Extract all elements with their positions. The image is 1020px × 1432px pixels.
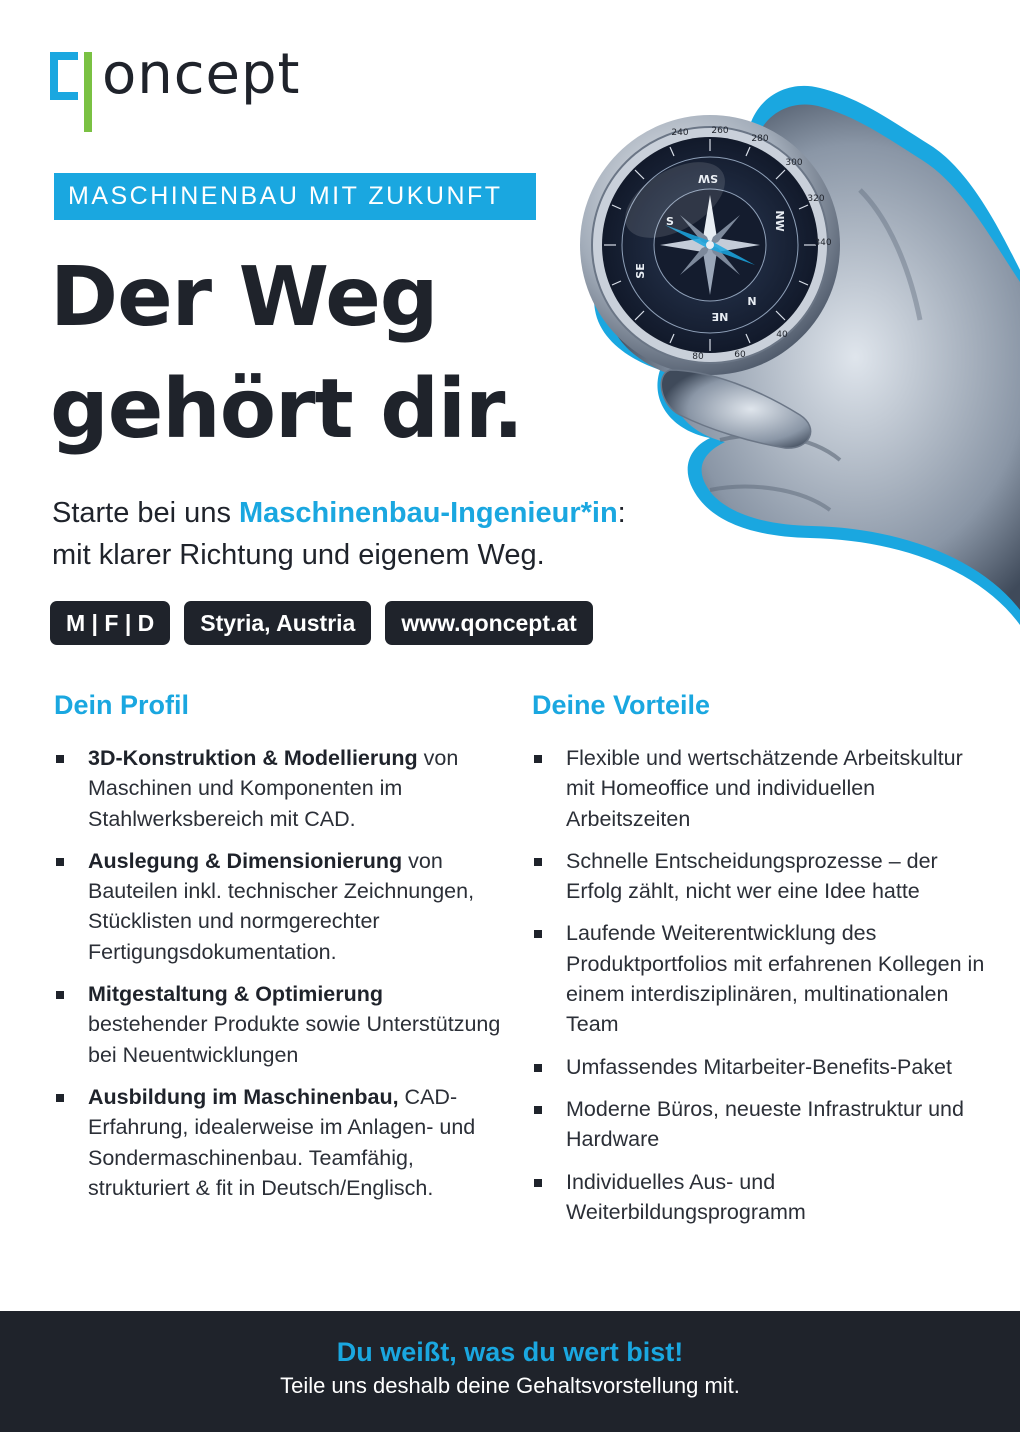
list-item bbox=[532, 918, 992, 1039]
benefits-list bbox=[532, 743, 992, 1227]
headline bbox=[50, 242, 523, 466]
profile-item-bold: Auslegung & Dimensionierung bbox=[88, 848, 403, 873]
headline-line-1: Der Weg bbox=[50, 250, 438, 345]
profile-item-bold: Mitgestaltung & Optimierung bbox=[88, 982, 384, 1007]
compass-degree-320: 320 bbox=[807, 194, 825, 204]
list-item bbox=[532, 1094, 992, 1155]
compass-degree-80: 80 bbox=[692, 352, 704, 362]
profile-item-text: von Bauteilen inkl. technischer Zeichnungen, Stücklisten und normgerechter Fertigungsdokumentation. bbox=[88, 848, 475, 964]
compass-degree-260: 260 bbox=[711, 126, 729, 136]
list-item bbox=[54, 1082, 504, 1203]
intro-prefix: Starte bei uns bbox=[52, 497, 239, 529]
website-badge[interactable]: www.qoncept.at bbox=[385, 601, 593, 645]
logo-mark-icon bbox=[50, 52, 90, 130]
location-badge: Styria, Austria bbox=[184, 601, 371, 645]
footer-text: Teile uns deshalb deine Gehaltsvorstellung mit. bbox=[280, 1373, 740, 1398]
compass-degree-40: 40 bbox=[776, 330, 788, 340]
list-item bbox=[532, 1052, 992, 1082]
profile-item-bold: 3D-Konstruktion & Modellierung bbox=[88, 746, 418, 770]
bullet-icon bbox=[534, 1179, 542, 1187]
compass-in-hand-icon bbox=[560, 70, 1020, 640]
bullet-icon bbox=[534, 858, 542, 866]
bullet-icon bbox=[534, 1106, 542, 1114]
list-item bbox=[532, 846, 992, 907]
footer-title: Du weißt, was du wert bist! bbox=[336, 1337, 684, 1367]
compass-degree-60: 60 bbox=[734, 350, 746, 360]
list-item bbox=[54, 846, 504, 967]
job-title: Maschinenbau-Ingenieur*in bbox=[239, 497, 618, 529]
benefits-title: Deine Vorteile bbox=[532, 690, 711, 720]
bullet-icon bbox=[534, 755, 542, 763]
tagline-banner: MASCHINENBAU MIT ZUKUNFT bbox=[54, 173, 536, 220]
info-badges bbox=[50, 601, 593, 645]
benefits-section bbox=[532, 690, 992, 1239]
bullet-icon bbox=[534, 930, 542, 938]
bullet-icon bbox=[56, 755, 64, 763]
compass-degree-240: 240 bbox=[671, 128, 689, 138]
compass-label-sw: SW bbox=[697, 172, 719, 185]
logo-text: oncept bbox=[102, 42, 301, 107]
compass-label-ne: NE bbox=[711, 310, 729, 323]
list-item bbox=[532, 743, 992, 834]
list-item bbox=[54, 979, 504, 1070]
intro-text bbox=[52, 492, 626, 576]
list-item bbox=[54, 743, 504, 834]
benefit-text: Schnelle Entscheidungsprozesse – der Erfolg zählt, nicht wer eine Idee hatte bbox=[566, 848, 938, 904]
profile-item-text: CAD-Erfahrung, idealerweise im Anlagen- und Sondermaschinenbau. Teamfähig, strukturiert & fit in Deutsch/Englisch. bbox=[88, 1084, 476, 1200]
profile-title: Dein Profil bbox=[54, 690, 190, 720]
profile-item-bold: Ausbildung im Maschinenbau, bbox=[88, 1084, 399, 1109]
benefit-text: Laufende Weiterentwicklung des Produktportfolios mit erfahrenen Kollegen in einem interdisziplinären, multinationalen Team bbox=[566, 921, 985, 1037]
benefit-text: Flexible und wertschätzende Arbeitskultur mit Homeoffice und individuellen Arbeitszeiten bbox=[566, 746, 963, 831]
bullet-icon bbox=[534, 1064, 542, 1072]
profile-section bbox=[54, 690, 504, 1215]
gender-badge: M | F | D bbox=[50, 601, 170, 645]
company-logo bbox=[50, 42, 350, 136]
bullet-icon bbox=[56, 858, 64, 866]
intro-suffix: : bbox=[617, 497, 626, 529]
compass-degree-280: 280 bbox=[751, 134, 769, 144]
benefit-text: Individuelles Aus- und Weiterbildungsprogramm bbox=[566, 1169, 806, 1224]
compass-label-s: S bbox=[666, 215, 674, 228]
profile-item-text: von Maschinen und Komponenten im Stahlwerksbereich mit CAD. bbox=[88, 746, 459, 831]
benefit-text: Umfassendes Mitarbeiter-Benefits-Paket bbox=[566, 1054, 952, 1079]
compass-label-nw: NW bbox=[773, 210, 786, 232]
compass-degree-300: 300 bbox=[785, 158, 803, 168]
list-item bbox=[532, 1167, 992, 1228]
compass-label-se: SE bbox=[634, 263, 647, 279]
intro-line-2: mit klarer Richtung und eigenem Weg. bbox=[52, 539, 545, 571]
bullet-icon bbox=[56, 1094, 64, 1102]
headline-line-2: gehört dir. bbox=[50, 362, 523, 457]
bullet-icon bbox=[56, 991, 64, 999]
compass-degree-340: 340 bbox=[814, 238, 832, 248]
profile-item-text: bestehender Produkte sowie Unterstützung bei Neuentwicklungen bbox=[88, 1012, 501, 1067]
profile-list bbox=[54, 743, 504, 1203]
benefit-text: Moderne Büros, neueste Infrastruktur und Hardware bbox=[566, 1096, 964, 1152]
intro-line-1 bbox=[52, 492, 626, 534]
compass-label-n: N bbox=[747, 295, 757, 308]
footer-banner bbox=[0, 1311, 1020, 1432]
